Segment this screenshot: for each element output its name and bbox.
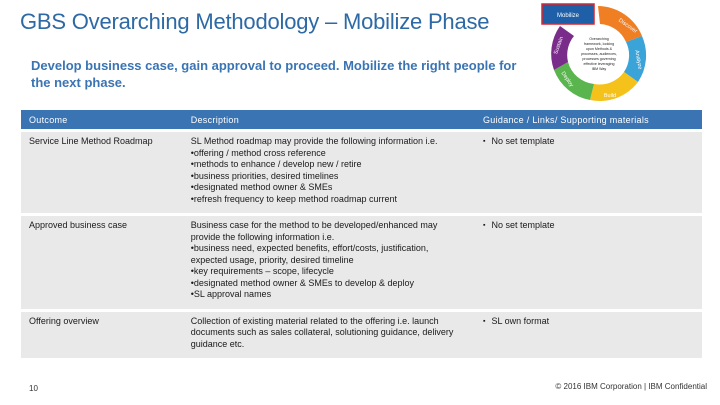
description-line: •key requirements – scope, lifecycle (190, 266, 334, 276)
outcomes-table (21, 110, 702, 358)
guidance-text: No set template (491, 220, 555, 230)
table-row (21, 309, 702, 359)
wheel-build-label: Build (603, 93, 617, 99)
outcome-cell: Service Line Method Roadmap (21, 129, 183, 213)
column-header-description: Description (183, 110, 475, 129)
page-subtitle: Develop business case, gain approval to proceed. Mobilize the right people for the next phase. (31, 58, 517, 90)
table-row (21, 129, 702, 213)
description-line: •refresh frequency to keep method roadmap current (190, 193, 397, 204)
table-row (21, 213, 702, 309)
methodology-wheel (538, 0, 663, 110)
column-header-guidance: Guidance / Links/ Supporting materials (475, 110, 702, 129)
wheel-center-line: IBM Way (591, 67, 607, 71)
guidance-text: SL own format (491, 315, 550, 326)
description-line: •SL approval names (190, 289, 272, 299)
page-title: GBS Overarching Methodology – Mobilize Phase (20, 9, 490, 34)
guidance-cell (475, 129, 702, 213)
description-line: •designated method owner & SMEs (190, 182, 333, 192)
table-header-row (21, 110, 702, 129)
guidance-cell (475, 213, 702, 309)
guidance-text: No set template (491, 136, 555, 146)
wheel-discover-label: Discover (617, 17, 639, 35)
wheel-center-line: processes governing (582, 57, 616, 61)
description-line: •business need, expected benefits, effort/costs, justification, expected usage, priority, desired timeline (190, 243, 429, 265)
outcome-cell: Offering overview (21, 309, 183, 359)
square-bullet-icon: ▪ (482, 138, 486, 145)
wheel-analyze-label: Analyze (633, 49, 643, 70)
column-header-outcome: Outcome (21, 110, 183, 129)
page-number: 10 (29, 384, 38, 393)
copyright-notice: © 2016 IBM Corporation | IBM Confidential (555, 382, 707, 391)
description-line: •designated method owner & SMEs to develop & deploy (190, 277, 414, 288)
description-cell (183, 129, 475, 213)
wheel-deploy-segment (554, 62, 594, 100)
description-line: Collection of existing material related to the offering i.e. launch documents such as sales collateral, solutioning guidance, delivery guidance etc. (190, 315, 454, 349)
outcome-cell: Approved business case (21, 213, 183, 309)
wheel-sustain-label: Sustain (553, 36, 566, 56)
wheel-center-line: framework, looking (583, 42, 615, 46)
description-line: Business case for the method to be developed/enhanced may provide the following information i.e. (190, 220, 438, 242)
wheel-center-text (581, 37, 617, 71)
description-line: •business priorities, desired timelines (190, 170, 339, 181)
description-line: •offering / method cross reference (190, 147, 326, 158)
square-bullet-icon: ▪ (482, 222, 486, 229)
wheel-center-line: upon Methods & (585, 47, 613, 51)
wheel-center-line: processes, audiences, (581, 52, 617, 56)
description-line: •methods to enhance / develop new / retire (190, 159, 362, 169)
wheel-deploy-label: Deploy (559, 70, 575, 89)
wheel-center-line: Overarching (589, 37, 609, 41)
guidance-cell (475, 309, 702, 359)
description-cell (183, 309, 475, 359)
square-bullet-icon: ▪ (482, 317, 486, 325)
description-line: SL Method roadmap may provide the following information i.e. (190, 136, 438, 146)
description-cell (183, 213, 475, 309)
wheel-center-line: effective leveraging (583, 62, 615, 66)
wheel-mobilize-label: Mobilize (556, 13, 580, 19)
